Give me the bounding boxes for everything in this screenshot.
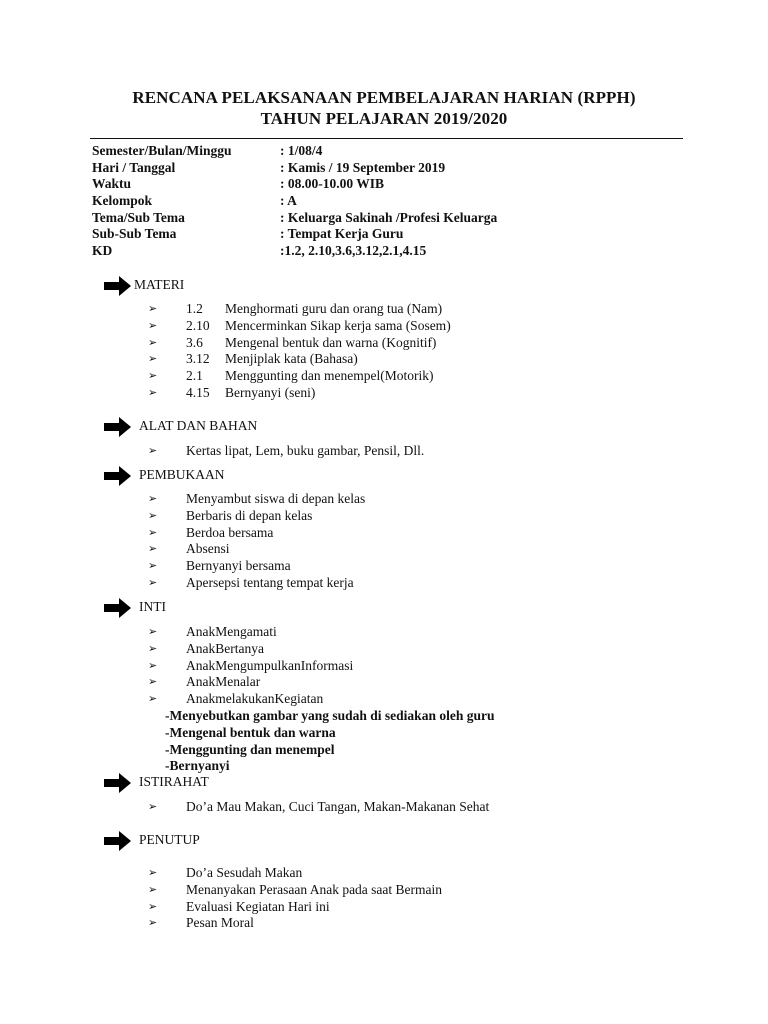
kd-number: 3.12 [186, 351, 210, 367]
chevron-bullet-icon: ➢ [148, 336, 158, 349]
chevron-bullet-icon: ➢ [148, 642, 158, 655]
info-value: :1.2, 2.10,3.6,3.12,2.1,4.15 [280, 243, 427, 259]
section-title: PEMBUKAAN [139, 467, 225, 482]
item-text: Bernyanyi bersama [186, 558, 291, 574]
info-label: Hari / Tanggal [92, 159, 176, 175]
right-arrow-icon [104, 831, 131, 851]
info-label: Waktu [92, 176, 132, 192]
section-title: ISTIRAHAT [139, 774, 209, 789]
chevron-bullet-icon: ➢ [148, 867, 158, 879]
right-arrow-icon [104, 466, 131, 486]
info-value: : A [280, 193, 297, 209]
item-text: Apersepsi tentang tempat kerja [186, 574, 354, 590]
item-text: AnakBertanya [186, 640, 264, 656]
item-text: AnakmelakukanKegiatan [186, 691, 324, 707]
chevron-bullet-icon: ➢ [148, 659, 158, 672]
right-arrow-icon [104, 417, 131, 437]
section-title: MATERI [134, 277, 185, 292]
chevron-bullet-icon: ➢ [148, 576, 158, 589]
kd-number: 2.1 [186, 368, 203, 384]
info-value: : Keluarga Sakinah /Profesi Keluarga [280, 209, 498, 225]
item-text: Menyambut siswa di depan kelas [186, 491, 366, 506]
info-label: Tema/Sub Tema [92, 209, 185, 225]
kd-number: 4.15 [186, 384, 210, 400]
item-text: Mengenal bentuk dan warna (Kognitif) [225, 334, 437, 350]
chevron-bullet-icon: ➢ [148, 509, 158, 522]
chevron-bullet-icon: ➢ [148, 543, 158, 556]
info-label: KD [92, 243, 113, 259]
item-text: AnakMengumpulkanInformasi [186, 657, 354, 673]
section-title: INTI [139, 599, 166, 614]
item-text: Do’a Sesudah Makan [186, 865, 303, 880]
inti-activities [165, 708, 494, 775]
right-arrow-icon [104, 598, 131, 618]
item-text: Bernyanyi (seni) [225, 384, 316, 400]
info-value: : Kamis / 19 September 2019 [280, 159, 446, 175]
activity-line: -Menyebutkan gambar yang sudah di sediakan oleh guru [165, 708, 495, 723]
chevron-bullet-icon: ➢ [148, 883, 158, 896]
kd-number: 3.6 [186, 334, 203, 350]
chevron-bullet-icon: ➢ [148, 626, 158, 638]
item-text: Menjiplak kata (Bahasa) [225, 351, 358, 367]
chevron-bullet-icon: ➢ [148, 445, 158, 457]
kd-number: 2.10 [186, 317, 210, 333]
info-value: : 1/08/4 [280, 143, 323, 158]
right-arrow-icon [104, 276, 131, 296]
item-text: Menanyakan Perasaan Anak pada saat Bermain [186, 881, 443, 897]
info-label: Semester/Bulan/Minggu [92, 143, 232, 158]
item-text: AnakMenalar [186, 674, 261, 690]
document-title: RENCANA PELAKSANAAN PEMBELAJARAN HARIAN (RPPH) [132, 88, 636, 107]
chevron-bullet-icon: ➢ [148, 526, 158, 539]
chevron-bullet-icon: ➢ [148, 370, 158, 383]
item-text: Absensi [186, 541, 230, 557]
info-value: : 08.00-10.00 WIB [280, 176, 385, 192]
activity-line: -Mengenal bentuk dan warna [165, 724, 336, 740]
chevron-bullet-icon: ➢ [148, 917, 158, 930]
item-text: Berbaris di depan kelas [186, 507, 313, 523]
activity-line: -Menggunting dan menempel [165, 741, 335, 757]
item-text: Menggunting dan menempel(Motorik) [225, 368, 434, 384]
right-arrow-icon [104, 773, 131, 793]
chevron-bullet-icon: ➢ [148, 493, 158, 505]
item-text: Berdoa bersama [186, 524, 274, 540]
chevron-bullet-icon: ➢ [148, 386, 158, 399]
chevron-bullet-icon: ➢ [148, 900, 158, 913]
info-value: : Tempat Kerja Guru [280, 226, 404, 242]
chevron-bullet-icon: ➢ [148, 801, 158, 813]
document-subtitle: TAHUN PELAJARAN 2019/2020 [260, 109, 508, 128]
chevron-bullet-icon: ➢ [148, 560, 158, 573]
item-text: Menghormati guru dan orang tua (Nam) [225, 301, 443, 316]
chevron-bullet-icon: ➢ [148, 676, 158, 689]
item-text: Pesan Moral [186, 915, 254, 931]
item-text: Kertas lipat, Lem, buku gambar, Pensil, Dll. [186, 443, 425, 458]
section-title: ALAT DAN BAHAN [139, 418, 258, 433]
activity-line: -Bernyanyi [165, 758, 230, 774]
chevron-bullet-icon: ➢ [148, 303, 158, 315]
item-text: Evaluasi Kegiatan Hari ini [186, 898, 330, 914]
info-label: Kelompok [92, 193, 153, 209]
info-label: Sub-Sub Tema [92, 226, 177, 242]
chevron-bullet-icon: ➢ [148, 693, 158, 706]
chevron-bullet-icon: ➢ [148, 319, 158, 332]
item-text: AnakMengamati [186, 624, 277, 639]
title-divider [90, 138, 683, 139]
section-title: PENUTUP [139, 832, 200, 847]
chevron-bullet-icon: ➢ [148, 353, 158, 366]
kd-number: 1.2 [186, 301, 203, 316]
item-text: Do’a Mau Makan, Cuci Tangan, Makan-Makanan Sehat [186, 799, 490, 814]
item-text: Mencerminkan Sikap kerja sama (Sosem) [225, 317, 451, 333]
